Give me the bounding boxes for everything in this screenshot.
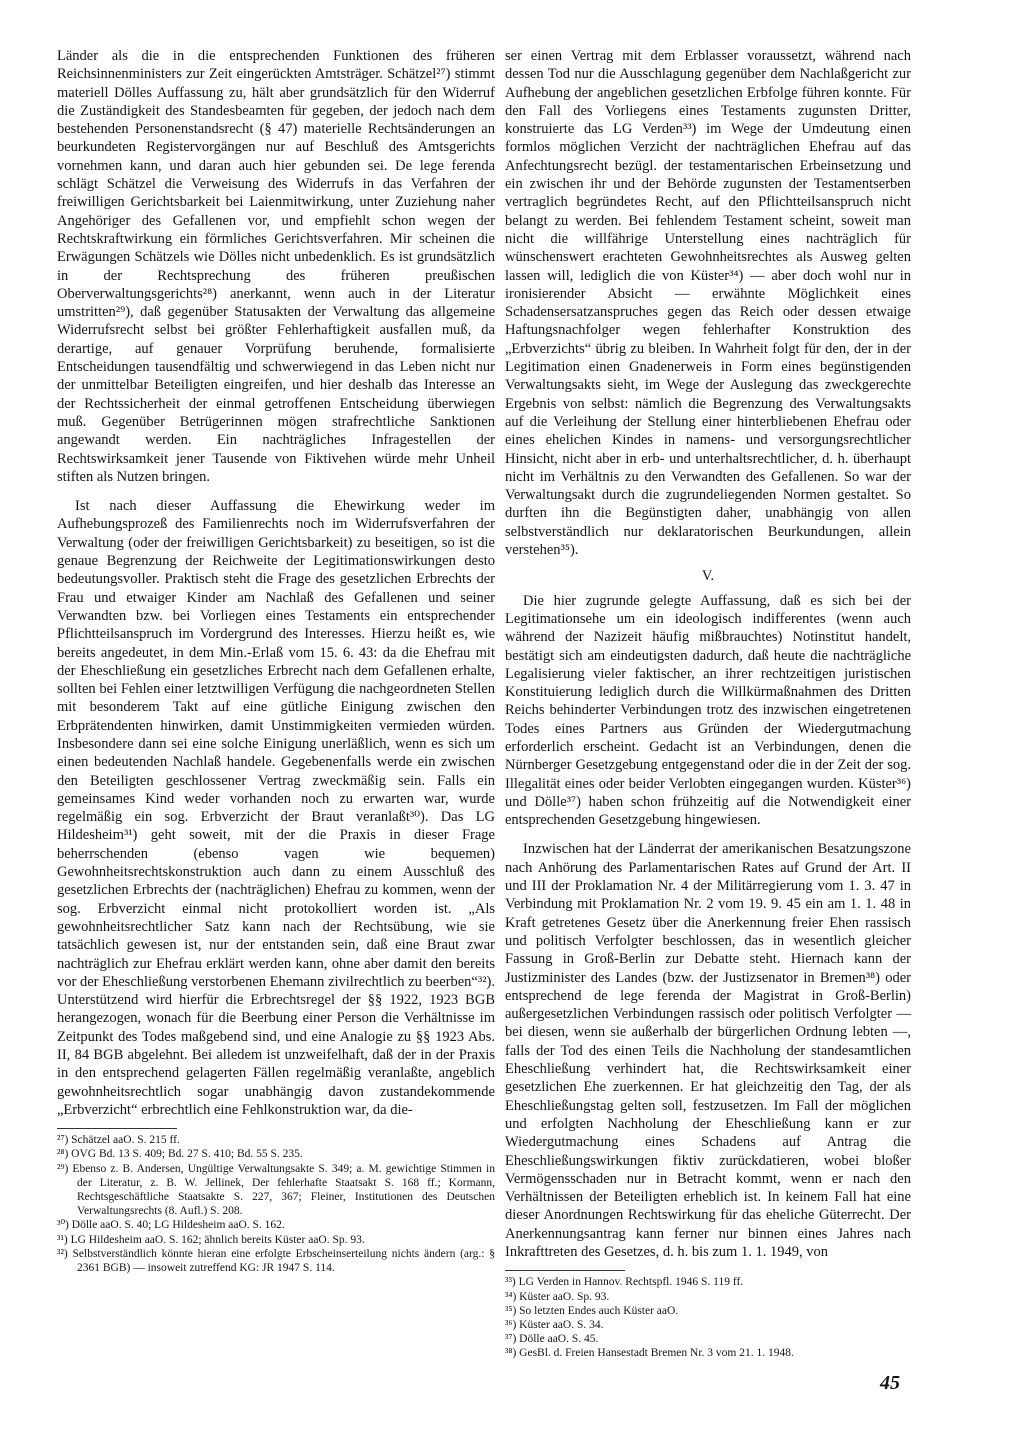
footnotes [57,1133,495,1275]
section-heading: V. [701,568,715,585]
footnote: ³³) LG Verden in Hannov. Rechtspfl. 1946 S. 119 ff. [505,1276,744,1289]
footnote: ³¹) LG Hildesheim aaO. S. 162; ähnlich bereits Küster aaO. Sp. 93. [57,1233,365,1246]
body-paragraph: ser einen Vertrag mit dem Erblasser voraussetzt, während nach dessen Tod nur die Ausschlagung gegenüber dem Nachlaßgericht zur Aufhebung der angeblichen gesetzlichen Erbfolge führen konnte. Für den Fall des Vorliegens eines Testaments zugunsten Dritter, konstruierte das LG Verden³³) im Wege der Umdeutung einen formlos möglichen Verzicht der nachträglichen Ehefrau auf das Anfechtungsrecht bezügl. der testamentarischen Erbeinsetzung und ein zwischen ihr und der Behörde zugunsten der Testamentserben vertraglich begründetes Recht, auf den Pflichtteilsanspruch nicht belangt zu werden. Bei fehlendem Testament scheint, soweit man nicht die willfährige Unterstellung eines nachträglich für wünschenswert erachteten Gewohnheitsrechtes als Ausweg gelten lassen will, lediglich die von Küster³⁴) — aber doch wohl nur in ironisierender Absicht — erwähnte Möglichkeit eines Schadensersatzanspruches gegen das Reich oder dessen etwaige Haftungsnachfolger wegen fehlerhafter Konstruktion des „Erbverzichts“ übrig zu bleiben. In Wahrheit folgt für den, der in der Legitimation einen Gnadenerweis in Form eines begünstigenden Verwaltungsakts sieht, im Wege der Auslegung das zweckgerechte Ergebnis von selbst: nämlich die Begrenzung des Verwaltungsakts auf die Verleihung der Stellung einer hinterbliebenen Ehefrau oder eines ehelichen Kindes in namens- und versorgungsrechtlicher Hinsicht, nicht aber in erb- und unterhaltsrechtlicher, d. h. überhaupt nicht im Verhältnis zu den Verwandten des Gefallenen. So war der Verwaltungsakt durch die zugrundeliegenden Normen gestaltet. So durften ihn die Begünstigten daher, unabhängig von allen selbstverständlich nur deklaratorischen Beurkundungen, allein verstehen³⁵). [505,48,911,559]
page-number: 45 [880,1372,900,1394]
body-paragraph: Inzwischen hat der Länderrat der amerikanischen Besatzungszone nach Anhörung des Parlamentarischen Rates auf Grund der Art. II und III der Proklamation Nr. 4 der Militärregierung vom 1. 3. 47 in Verbindung mit Proklamation Nr. 2 vom 19. 9. 45 ein am 1. 1. 48 in Kraft getretenes Gesetz über die Anerkennung freier Ehen rassisch und politisch Verfolgter beschlossen, das in wesentlich gleicher Fassung in Groß-Berlin zur Debatte steht. Hiernach kann der Justizminister des Landes (bzw. der Justizsenator in Bremen³⁸) oder entsprechend de lege ferenda der Magistrat in Groß-Berlin) außergesetzlichen Verbindungen rassisch oder politisch Verfolgter — bei diesen, wenn sie außerhalb der bürgerlichen Ordnung lebten —, falls der Tod des einen Teils die Nachholung der standesamtlichen Eheschließung verhindert hat, die Rechtswirksamkeit einer gesetzlichen Ehe zuerkennen. Er hat gleichzeitig den Tag, der als Eheschließungstag gelten soll, festzusetzen. Im Fall der möglichen und erfolgten Nachholung der Eheschließung kann er zur Wiedergutmachung eines Schadens auf Antrag die Eheschließungswirkungen fiktiv zurückdatieren, wobei bloßer Vermögensschaden nur in Betracht kommt, wenn er nach den Verhältnissen der Beteiligten erheblich ist. In keinem Fall hat eine dieser Anordnungen Rechtswirkung für das eheliche Güterrecht. Der Anerkennungsantrag kann ferner nur binnen eines Jahres nach Inkrafttreten des Gesetzes, d. h. bis zum 1. 1. 1949, von [505,841,911,1260]
footnote: ³⁰) Dölle aaO. S. 40; LG Hildesheim aaO. S. 162. [57,1219,285,1232]
footnote: ²⁸) OVG Bd. 13 S. 409; Bd. 27 S. 410; Bd. 55 S. 235. [57,1148,303,1161]
footnote: ³⁵) So letzten Endes auch Küster aaO. [505,1304,679,1317]
footnote: ³⁷) Dölle aaO. S. 45. [505,1333,599,1346]
right-column [505,47,911,1361]
footnote: ³⁸) GesBl. d. Freien Hansestadt Bremen Nr. 3 vom 21. 1. 1948. [505,1347,794,1360]
footnote: ³²) Selbstverständlich könnte hieran eine erfolgte Erbscheinserteilung nichts ändern (arg.: § 2361 BGB) — insoweit zutreffend KG: JR 1947 S. 114. [57,1247,495,1275]
footnote-divider [505,1270,625,1271]
body-paragraph: Länder als die in die entsprechenden Funktionen des früheren Reichsinnenministers zur Zeit eingerückten Amtsträger. Schätzel²⁷) stimmt materiell Dölles Auffassung zu, hält aber grundsätzlich für den Widerruf die Zuständigkeit des Standesbeamten für gegeben, der jedoch nach dem bestehenden Personenstandsrecht (§ 47) materielle Rechtsänderungen an beurkundeten Registervorgängen nur auf Beschluß des Amtsgerichts vornehmen kann, und daran auch hier gebunden sei. De lege ferenda schlägt Schätzel die Verweisung des Widerrufs in das Verfahren der freiwilligen Gerichtsbarkeit bei Laienmitwirkung, unter Zuziehung naher Angehöriger des Gefallenen vor, und empfiehlt schon wegen der Rechtskraftwirkung ein förmliches Gerichtsverfahren. Mir scheinen die Erwägungen Schätzels wie Dölles nicht unbedenklich. Es ist grundsätzlich in der Rechtsprechung des früheren preußischen Oberverwaltungsgerichts²⁸) anerkannt, wenn auch in der Literatur umstritten²⁹), daß gegenüber Statusakten der Verwaltung das allgemeine Widerrufsrecht selbst bei größter Fehlerhaftigkeit ausfallen muß, da derartige, auf genauer Vorprüfung beruhende, formalisierte Entscheidungen tausendfältig und schwerwiegend in das Leben nicht nur der unmittelbar Beteiligten eingreifen, und hier deshalb das Interesse an der Rechtssicherheit der einmal getroffenen Entscheidung überwiegen muß. Gegenüber Betrügerinnen mögen strafrechtliche Sanktionen angewandt werden. Ein nachträgliches Infragestellen der Rechtswirksamkeit jener Tausende von Fiktivehen würde mehr Unheil stiften als Nutzen bringen. [57,48,495,485]
body-paragraph: Die hier zugrunde gelegte Auffassung, daß es sich bei der Legitimationsehe um ein ideologisch indifferentes (wenn auch während der Nazizeit häufig mißbrauchtes) Notinstitut handelt, bestätigt sich am eindeutigsten dadurch, daß heute die nachträgliche Legalisierung vieler faktischer, an ihrer rechtzeitigen juristischen Konstituierung lediglich durch die Willkürmaßnahmen des Dritten Reichs behinderter Verbindungen trotz des inzwischen eingetretenen Todes eines Partners aus Gründen der Wiedergutmachung erforderlich erscheint. Gedacht ist an Verbindungen, denen die Nürnberger Gesetzgebung entgegenstand oder die in der Zeit der sog. Illegalität eines oder beider Verlobten eingegangen wurden. Küster³⁶) und Dölle³⁷) haben schon frühzeitig auf die Notwendigkeit einer entsprechenden Gesetzgebung hingewiesen. [505,592,911,829]
footnotes [505,1275,911,1360]
body-paragraph: Ist nach dieser Auffassung die Ehewirkung weder im Aufhebungsprozeß des Familienrechts noch im Widerrufsverfahren der Verwaltung (oder der freiwilligen Gerichtsbarkeit) zu beseitigen, so ist die genaue Begrenzung der Reichweite der Legitimationswirkungen desto bedeutungsvoller. Praktisch steht die Frage des gesetzlichen Erbrechts der Frau und etwaiger Kinder am Nachlaß des Gefallenen und seiner Verwandten bzw. bei Vorliegen eines Testaments ein entsprechender Pflichtteilsanspruch im Vordergrund des Interesses. Hierzu heißt es, wie bereits angedeutet, in dem Min.-Erlaß vom 15. 6. 43: da die Ehefrau mit der Eheschließung ein gesetzliches Erbrecht nach dem Gefallenen erhalte, sollten bei Fehlen einer letztwilligen Verfügung die nachgeordneten Stellen mit besonderem Takt auf eine gütliche Einigung zwischen den Erbprätendenten hinwirken, damit Unstimmigkeiten vermieden würden. Insbesondere dann sei eine solche Einigung unerläßlich, wenn es sich um einen bedeutenden Nachlaß handele. Gegebenenfalls werde ein zwischen den Beteiligten geschlossener Vertrag zweckmäßig sein. Falls ein gemeinsames Kind weder vorhanden noch zu erwarten war, wurde regelmäßig ein sog. Erbverzicht der Braut veranlaßt³⁰). Das LG Hildesheim³¹) geht soweit, mit der die Praxis in dieser Frage beherrschenden (ebenso vagen wie bequemen) Gewohnheitsrechtskonstruktion auch dann zu einem Ausschluß des gesetzlichen Erbrechts der (nachträglichen) Ehefrau zu kommen, wenn der sog. Erbverzicht einmal nicht protokolliert worden ist. „Als gewohnheitsrechtlicher Satz kann nach der Rechtsübung, wie sie tatsächlich gewesen ist, nur der entstanden sein, daß eine Braut zwar nachträglich zur Ehefrau erklärt werden kann, ohne aber damit den bereits vor der Eheschließung verstorbenen Ehemann zivilrechtlich zu beerben“³²). Unterstützend wird hierfür die Erbrechtsregel der §§ 1922, 1923 BGB herangezogen, wonach für die Beerbung einer Person die Verhältnisse im Zeitpunkt des Todes maßgebend sind, und eine Analogie zu §§ 1923 Abs. II, 84 BGB abgelehnt. Bei alledem ist unzweifelhaft, daß der in der Praxis in den entsprechend gelagerten Fällen regelmäßig veranlaßte, angeblich gewohnheitsrechtlich sogar unabhängig davon zustandekommende „Erbverzicht“ erbrechtlich eine Fehlkonstruktion war, da die- [57,498,495,1118]
footnote-divider [57,1128,177,1129]
footnote: ²⁷) Schätzel aaO. S. 215 ff. [57,1134,180,1147]
footnote: ³⁶) Küster aaO. S. 34. [505,1318,604,1331]
left-column [57,47,495,1275]
footnote: ²⁹) Ebenso z. B. Andersen, Ungültige Verwaltungsakte S. 349; a. M. gewichtige Stimmen in der Literatur, z. B. W. Jellinek, Der fehlerhafte Staatsakt S. 168 ff.; Kormann, Rechtsgeschäftliche Staatsakte S. 227, 367; Fleiner, Institutionen des Deutschen Verwaltungsrechts (8. Aufl.) S. 208. [57,1162,495,1218]
footnote: ³⁴) Küster aaO. Sp. 93. [505,1290,610,1303]
